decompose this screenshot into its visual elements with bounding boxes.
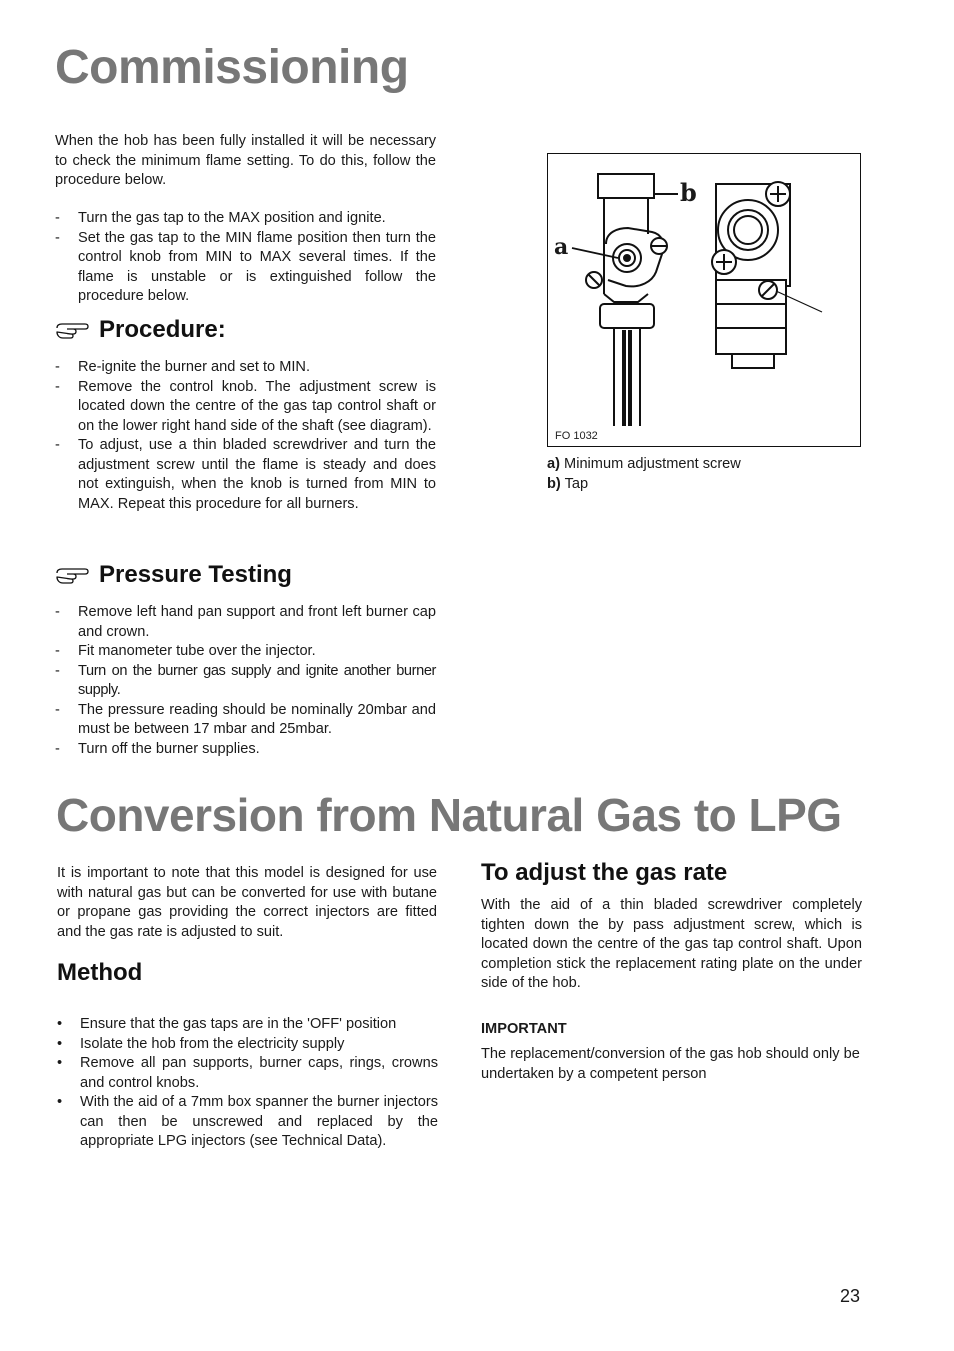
adjust-gas-rate-heading: To adjust the gas rate bbox=[481, 859, 728, 886]
list-item: - Re-ignite the burner and set to MIN. bbox=[55, 358, 436, 378]
list-item: • With the aid of a 7mm box spanner the burner injectors can then be unscrewed and replaced by the appropriate LPG injectors (see Technical Data). bbox=[57, 1093, 438, 1152]
commissioning-steps bbox=[55, 209, 436, 307]
procedure-heading-label: Procedure: bbox=[99, 316, 226, 343]
caption-text: Minimum adjustment screw bbox=[564, 456, 741, 472]
important-heading: IMPORTANT bbox=[481, 1021, 567, 1037]
pressure-testing-heading-label: Pressure Testing bbox=[99, 561, 292, 588]
list-item: • Remove all pan supports, burner caps, rings, crowns and control knobs. bbox=[57, 1054, 438, 1093]
list-item: • Ensure that the gas taps are in the 'OFF' position bbox=[57, 1015, 438, 1035]
list-item: - Set the gas tap to the MIN flame position then turn the control knob from MIN to MAX several times. If the flame is unstable or is extinguished follow the procedure below. bbox=[55, 229, 436, 307]
list-item: - Turn off the burner supplies. bbox=[55, 740, 436, 760]
pressure-testing-steps bbox=[55, 603, 436, 759]
page-title-commissioning: Commissioning bbox=[55, 41, 409, 94]
list-item: - The pressure reading should be nominally 20mbar and must be between 17 mbar and 25mbar. bbox=[55, 701, 436, 740]
commissioning-intro: When the hob has been fully installed it will be necessary to check the minimum flame setting. To do this, follow the procedure below. bbox=[55, 133, 436, 188]
caption-key: b) bbox=[547, 476, 561, 492]
list-item: - Remove the control knob. The adjustment screw is located down the centre of the gas tap control shaft or on the lower right hand side of the shaft (see diagram). bbox=[55, 378, 436, 437]
caption-key: a) bbox=[547, 456, 560, 472]
label-b: b bbox=[680, 178, 697, 207]
conversion-intro: It is important to note that this model is designed for use with natural gas but can be converted for use with butane or propane gas providing the correct injectors are fitted and the gas rate is adjusted to suit. bbox=[57, 865, 437, 940]
page-title-conversion: Conversion from Natural Gas to LPG bbox=[56, 789, 842, 841]
procedure-steps bbox=[55, 358, 436, 514]
gas-tap-drawing bbox=[548, 154, 862, 448]
method-heading: Method bbox=[57, 959, 143, 986]
list-item: • Isolate the hob from the electricity supply bbox=[57, 1035, 438, 1055]
caption-text: Tap bbox=[564, 476, 589, 492]
method-steps bbox=[57, 1015, 438, 1152]
pressure-testing-heading bbox=[55, 561, 292, 589]
label-a: a bbox=[554, 234, 569, 260]
figure-caption-b bbox=[547, 474, 588, 494]
procedure-heading bbox=[55, 316, 226, 344]
list-item: - Fit manometer tube over the injector. bbox=[55, 642, 436, 662]
list-item: - Remove left hand pan support and front left burner cap and crown. bbox=[55, 603, 436, 642]
list-item: - Turn the gas tap to the MAX position and ignite. bbox=[55, 209, 436, 229]
gas-tap-diagram bbox=[547, 153, 861, 447]
pointing-hand-icon bbox=[55, 564, 89, 584]
list-item: - To adjust, use a thin bladed screwdriver and turn the adjustment screw until the flame is steady and does not extinguish, when the knob is turned from MIN to MAX. Repeat this procedure for all burners. bbox=[55, 436, 436, 514]
figure-caption-a bbox=[547, 454, 741, 474]
list-item: - Turn on the burner gas supply and ignite another burner supply. bbox=[55, 662, 436, 701]
page-number: 23 bbox=[840, 1286, 861, 1306]
adjust-gas-rate-text: With the aid of a thin bladed screwdriver completely tighten down the by pass adjustment screw, which is located down the centre of the gas tap control shaft. Upon completion stick the replacement rating plate on the under side of the hob. bbox=[481, 897, 862, 991]
important-text: The replacement/conversion of the gas hob should only be undertaken by a competent person bbox=[481, 1046, 860, 1082]
pointing-hand-icon bbox=[55, 319, 89, 339]
figure-code: FO 1032 bbox=[555, 430, 598, 442]
